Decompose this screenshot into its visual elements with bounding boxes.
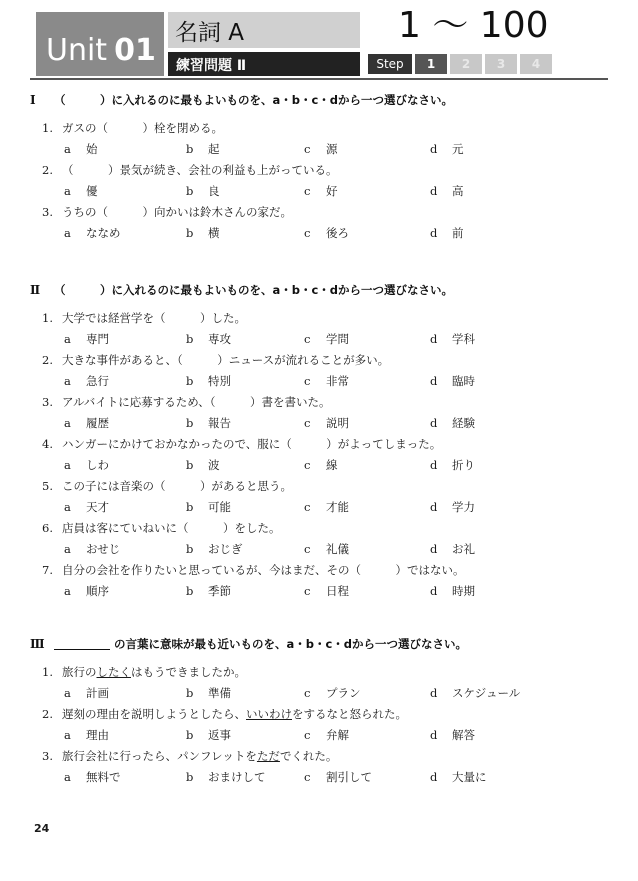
section-1 [30,92,608,244]
choice-letter: a [64,458,71,472]
choice-text: 理由 [86,728,109,742]
choice-letter: b [186,584,194,598]
choice-letter: b [186,416,194,430]
choice-letter: b [186,728,194,742]
section-numeral: Ⅱ [30,283,41,297]
section-numeral: Ⅰ [30,93,36,107]
question-number: 1. [42,311,53,325]
choice-text: おまけして [208,770,266,784]
question [30,662,608,683]
question-text: 店員は客にていねいに（ ）をした。 [62,521,281,535]
choice-letter: d [430,458,438,472]
choice-letter: a [64,142,71,156]
choice-text: 非常 [326,374,349,388]
section-3 [30,636,608,788]
choice-text: 季節 [208,584,231,598]
choice-letter: c [304,416,311,430]
choice-letter: c [304,584,311,598]
choice-text: 折り [452,458,475,472]
choice-letter: c [304,770,311,784]
choice-text: 準備 [208,686,231,700]
question-text: （ ）景気が続き、会社の利益も上がっている。 [62,163,338,177]
choice-text: お礼 [452,542,475,556]
question-text: 大学では経営学を（ ）した。 [62,311,246,325]
choice-c[interactable] [304,683,361,704]
choice-letter: a [64,542,71,556]
choice-d[interactable] [430,683,520,704]
question-text: うちの（ ）向かいは鈴木さんの家だ。 [62,205,292,219]
choice-letter: d [430,500,438,514]
section-instruction [30,636,608,652]
question [30,560,608,581]
choice-text: 返事 [208,728,231,742]
choice-d[interactable] [430,371,475,392]
choice-letter: b [186,500,194,514]
choice-letter: d [430,416,438,430]
question-text: 自分の会社を作りたいと思っているが、今はまだ、その（ ）ではない。 [62,563,465,577]
question-text: 大きな事件があると、（ ）ニュースが流れることが多い。 [62,353,390,367]
choice-c[interactable] [304,539,349,560]
choice-text: 順序 [86,584,109,598]
choice-letter: d [430,374,438,388]
step-3: 3 [485,54,517,74]
underlined-word: したく [96,665,131,679]
choice-b[interactable] [186,725,231,746]
choice-text: 臨時 [452,374,475,388]
question-number: 3. [42,749,53,763]
answer-choices [30,413,608,434]
choice-d[interactable] [430,413,475,434]
choice-b[interactable] [186,181,220,202]
choice-d[interactable] [430,139,464,160]
choice-letter: b [186,458,194,472]
choice-c[interactable] [304,223,349,244]
choice-letter: b [186,542,194,556]
choice-text: 可能 [208,500,231,514]
choice-a[interactable] [64,371,109,392]
choice-d[interactable] [430,223,464,244]
choice-c[interactable] [304,413,349,434]
section-instruction [30,282,608,298]
choice-letter: a [64,226,71,240]
choice-text: 横 [208,226,220,240]
choice-letter: b [186,226,194,240]
choice-a[interactable] [64,581,109,602]
choice-letter: a [64,728,71,742]
choice-letter: a [64,374,71,388]
unit-number: 01 [114,33,156,68]
answer-choices [30,371,608,392]
choice-a[interactable] [64,725,109,746]
choice-c[interactable] [304,725,349,746]
choice-letter: d [430,584,438,598]
choice-a[interactable] [64,139,98,160]
choice-c[interactable] [304,329,349,350]
choice-letter: c [304,142,311,156]
choice-letter: c [304,458,311,472]
question [30,308,608,329]
underlined-word: いいわけ [246,707,292,721]
step-1: 1 [415,54,447,74]
unit-badge [36,12,164,76]
choice-text: 割引して [326,770,372,784]
step-label: Step [368,54,412,74]
choice-letter: b [186,374,194,388]
question [30,434,608,455]
choice-b[interactable] [186,497,231,518]
choice-text: 専門 [86,332,109,346]
choice-letter: d [430,184,438,198]
choice-letter: c [304,500,311,514]
choice-b[interactable] [186,683,231,704]
question [30,518,608,539]
choice-text: 無料で [86,770,121,784]
choice-text: 時期 [452,584,475,598]
choice-text: 天才 [86,500,109,514]
page-title: 名詞 A [168,12,360,48]
choice-text: おじぎ [208,542,243,556]
choice-b[interactable] [186,223,220,244]
answer-choices [30,223,608,244]
answer-choices [30,139,608,160]
choice-a[interactable] [64,767,121,788]
choice-text: 大量に [452,770,487,784]
choice-letter: d [430,142,438,156]
choice-letter: d [430,226,438,240]
instruction-text: （ ）に入れるのに最もよいものを、a・b・c・dから一つ選びなさい。 [54,93,454,107]
choice-text: 起 [208,142,220,156]
word-range: 1 〜 100 [398,5,549,46]
choice-a[interactable] [64,539,120,560]
answer-choices [30,329,608,350]
question-text: ガスの（ ）栓を閉める。 [62,121,223,135]
choice-b[interactable] [186,413,231,434]
question-text: をするなと怒られた。 [292,707,407,721]
page-number: 24 [34,822,50,835]
step-indicator [368,54,552,74]
choice-b[interactable] [186,139,220,160]
question-text: 旅行会社に行ったら、パンフレットを [62,749,257,763]
choice-text: しわ [86,458,109,472]
choice-text: 説明 [326,416,349,430]
question-text: 旅行の [62,665,97,679]
header-divider [30,78,608,80]
question-text: 遅刻の理由を説明しようとしたら、 [62,707,246,721]
choice-letter: d [430,686,438,700]
choice-letter: a [64,184,71,198]
choice-text: 学科 [452,332,475,346]
question [30,350,608,371]
question [30,392,608,413]
question-number: 2. [42,707,53,721]
choice-text: ななめ [86,226,121,240]
question [30,202,608,223]
choice-text: 始 [86,142,98,156]
underlined-word: ただ [256,749,280,763]
choice-text: プラン [326,686,361,700]
choice-c[interactable] [304,497,349,518]
choice-letter: a [64,686,71,700]
choice-a[interactable] [64,223,121,244]
choice-text: 後ろ [326,226,349,240]
question-number: 6. [42,521,53,535]
choice-letter: a [64,332,71,346]
choice-c[interactable] [304,371,349,392]
question-text: でくれた。 [279,749,338,763]
question-text: ハンガーにかけておかなかったので、服に（ ）がよってしまった。 [62,437,442,451]
choice-d[interactable] [430,181,464,202]
answer-choices [30,455,608,476]
question [30,704,608,725]
choice-text: 報告 [208,416,231,430]
choice-letter: d [430,542,438,556]
choice-letter: b [186,142,194,156]
choice-c[interactable] [304,581,349,602]
choice-d[interactable] [430,329,475,350]
question-number: 1. [42,121,53,135]
choice-letter: c [304,332,311,346]
choice-text: 学問 [326,332,349,346]
choice-letter: c [304,184,311,198]
choice-d[interactable] [430,581,475,602]
question [30,118,608,139]
question-number: 2. [42,163,53,177]
choice-a[interactable] [64,455,109,476]
question-number: 5. [42,479,53,493]
section-numeral: Ⅲ [30,637,45,651]
instruction-text: の言葉に意味が最も近いものを、a・b・c・dから一つ選びなさい。 [114,637,468,651]
choice-letter: a [64,770,71,784]
page-subtitle: 練習問題 Ⅱ [168,52,360,76]
unit-word: Unit [46,33,108,68]
question-text: はもうできましたか。 [131,665,246,679]
section-instruction [30,92,608,108]
choice-d[interactable] [430,497,475,518]
choice-b[interactable] [186,371,231,392]
step-2: 2 [450,54,482,74]
choice-text: 経験 [452,416,475,430]
choice-b[interactable] [186,539,243,560]
question-number: 4. [42,437,53,451]
choice-text: 急行 [86,374,109,388]
choice-text: 元 [452,142,464,156]
choice-text: 履歴 [86,416,109,430]
choice-text: スケジュール [452,686,521,700]
choice-text: 高 [452,184,464,198]
question [30,160,608,181]
answer-choices [30,497,608,518]
choice-text: 良 [208,184,220,198]
question-number: 3. [42,205,53,219]
choice-letter: b [186,686,194,700]
choice-letter: c [304,374,311,388]
instruction-text: （ ）に入れるのに最もよいものを、a・b・c・dから一つ選びなさい。 [54,283,454,297]
choice-letter: c [304,226,311,240]
choice-letter: a [64,584,71,598]
question-number: 7. [42,563,53,577]
choice-letter: b [186,184,194,198]
choice-a[interactable] [64,497,109,518]
question-number: 2. [42,353,53,367]
choice-d[interactable] [430,767,487,788]
choice-c[interactable] [304,139,338,160]
choice-letter: b [186,770,194,784]
choice-b[interactable] [186,329,231,350]
choice-a[interactable] [64,329,109,350]
choice-b[interactable] [186,767,266,788]
choice-a[interactable] [64,683,109,704]
question-text: この子には音楽の（ ）があると思う。 [62,479,292,493]
choice-a[interactable] [64,413,109,434]
choice-letter: d [430,728,438,742]
section-2 [30,282,608,602]
choice-letter: a [64,500,71,514]
underline-blank [54,639,110,650]
answer-choices [30,725,608,746]
question [30,746,608,767]
choice-d[interactable] [430,539,475,560]
choice-letter: b [186,332,194,346]
choice-a[interactable] [64,181,98,202]
choice-text: 日程 [326,584,349,598]
choice-text: 計画 [86,686,109,700]
answer-choices [30,539,608,560]
choice-d[interactable] [430,455,475,476]
choice-text: 線 [326,458,338,472]
choice-letter: d [430,770,438,784]
question-number: 3. [42,395,53,409]
choice-text: 特別 [208,374,231,388]
choice-b[interactable] [186,581,231,602]
choice-letter: a [64,416,71,430]
choice-text: 礼儀 [326,542,349,556]
choice-d[interactable] [430,725,475,746]
question [30,476,608,497]
step-4: 4 [520,54,552,74]
choice-text: 弁解 [326,728,349,742]
choice-c[interactable] [304,181,338,202]
choice-letter: c [304,686,311,700]
choice-text: 前 [452,226,464,240]
choice-text: おせじ [86,542,121,556]
answer-choices [30,181,608,202]
choice-text: 好 [326,184,338,198]
choice-text: 専攻 [208,332,231,346]
choice-text: 優 [86,184,98,198]
answer-choices [30,767,608,788]
choice-letter: c [304,728,311,742]
question-text: アルバイトに応募するため、（ ）書を書いた。 [62,395,331,409]
choice-text: 解答 [452,728,475,742]
choice-b[interactable] [186,455,220,476]
answer-choices [30,683,608,704]
choice-text: 学力 [452,500,475,514]
choice-letter: c [304,542,311,556]
choice-letter: d [430,332,438,346]
choice-text: 源 [326,142,338,156]
answer-choices [30,581,608,602]
choice-text: 波 [208,458,220,472]
choice-c[interactable] [304,767,372,788]
choice-c[interactable] [304,455,338,476]
question-number: 1. [42,665,53,679]
choice-text: 才能 [326,500,349,514]
